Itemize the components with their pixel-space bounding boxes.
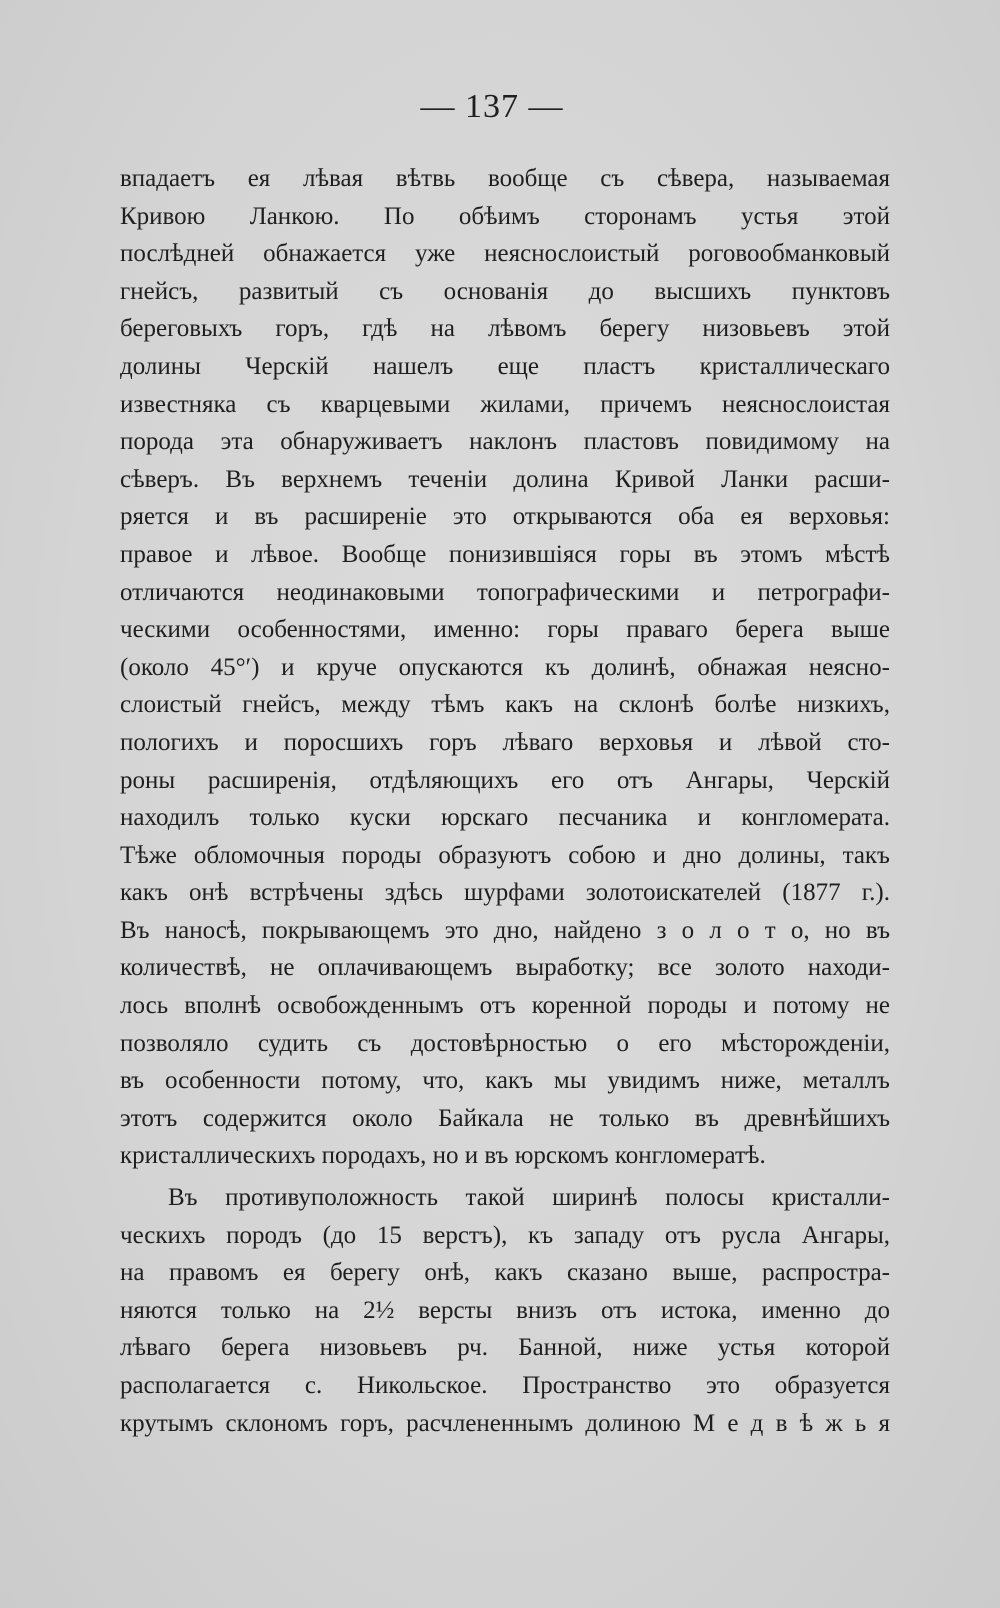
text-line: въ особенности потому, что, какъ мы увидимъ ниже, металлъ <box>120 1067 890 1095</box>
text-line: няются только на 2½ версты внизъ отъ истока, именно до <box>120 1296 890 1324</box>
paragraph-2 <box>120 1179 890 1442</box>
text-line: этотъ содержится около Байкала не только въ древнѣйшихъ <box>120 1104 890 1132</box>
text-line: правое и лѣвое. Вообще понизившіяся горы въ этомъ мѣстѣ <box>120 540 890 568</box>
text-line: Въ противуположность такой ширинѣ полосы кристалли- <box>168 1184 890 1212</box>
text-line: известняка съ кварцевыми жилами, причемъ неяснослоистая <box>120 390 890 418</box>
text-line: ческихъ породъ (до 15 верстъ), къ западу отъ русла Ангары, <box>120 1221 890 1249</box>
text-line: находилъ только куски юрскаго песчаника и конгломерата. <box>120 804 890 832</box>
text-line: слоистый гнейсъ, между тѣмъ какъ на склонѣ болѣе низкихъ, <box>120 691 890 719</box>
text-line: позволяло судить съ достовѣрностью о его мѣсторожденіи, <box>120 1029 890 1057</box>
text-line: послѣдней обнажается уже неяснослоистый роговообманковый <box>120 240 890 268</box>
text-line: пологихъ и поросшихъ горъ лѣваго верховья и лѣвой сто- <box>120 728 890 756</box>
text-line: ческими особенностями, именно: горы праваго берега выше <box>120 616 890 644</box>
text-line: роны расширенія, отдѣляющихъ его отъ Ангары, Черскій <box>120 766 890 794</box>
text-line: Кривою Ланкою. По обѣимъ сторонамъ устья этой <box>120 202 890 230</box>
text-line: лось вполнѣ освобожденнымъ отъ коренной породы и потому не <box>120 992 890 1020</box>
text-line: впадаетъ ея лѣвая вѣтвь вообще съ сѣвера, называемая <box>120 165 890 192</box>
text-line: располагается с. Никольское. Пространство это образуется <box>120 1372 890 1399</box>
text-line: сѣверъ. Въ верхнемъ теченіи долина Кривой Ланки расши- <box>120 465 890 493</box>
text-line: береговыхъ горъ, гдѣ на лѣвомъ берегу низовьевъ этой <box>120 315 890 343</box>
text-line: на правомъ ея берегу онѣ, какъ сказано выше, распростра- <box>120 1259 890 1287</box>
page-number: — 137 — <box>420 88 564 125</box>
text-line: лѣваго берега низовьевъ рч. Банной, ниже устья которой <box>120 1334 890 1362</box>
paragraph-1 <box>120 160 890 1175</box>
text-body <box>120 160 890 1442</box>
text-line: Тѣже обломочныя породы образуютъ собою и дно долины, такъ <box>120 841 890 869</box>
text-line: (около 45°′) и круче опускаются къ долинѣ, обнажая неясно- <box>120 653 890 681</box>
text-line: долины Черскій нашелъ еще пластъ кристаллическаго <box>120 352 890 380</box>
text-line: отличаются неодинаковыми топографическими и петрографи- <box>120 578 890 606</box>
text-line: крутымъ склономъ горъ, расчлененнымъ долиною М е д в ѣ ж ь я <box>120 1409 890 1437</box>
text-line: ряется и въ расширеніе это открываются оба ея верховья: <box>120 503 890 531</box>
text-line: Въ наносѣ, покрывающемъ это дно, найдено з о л о т о, но въ <box>120 916 890 944</box>
text-line: порода эта обнаруживаетъ наклонъ пластовъ повидимому на <box>120 428 890 456</box>
text-line: какъ онѣ встрѣчены здѣсь шурфами золотоискателей (1877 г.). <box>120 879 890 907</box>
text-line: кристаллическихъ породахъ, но и въ юрскомъ конгломератѣ. <box>120 1142 766 1170</box>
text-line: гнейсъ, развитый съ основанія до высшихъ пунктовъ <box>120 277 890 305</box>
text-line: количествѣ, не оплачивающемъ выработку; все золото находи- <box>120 954 890 982</box>
